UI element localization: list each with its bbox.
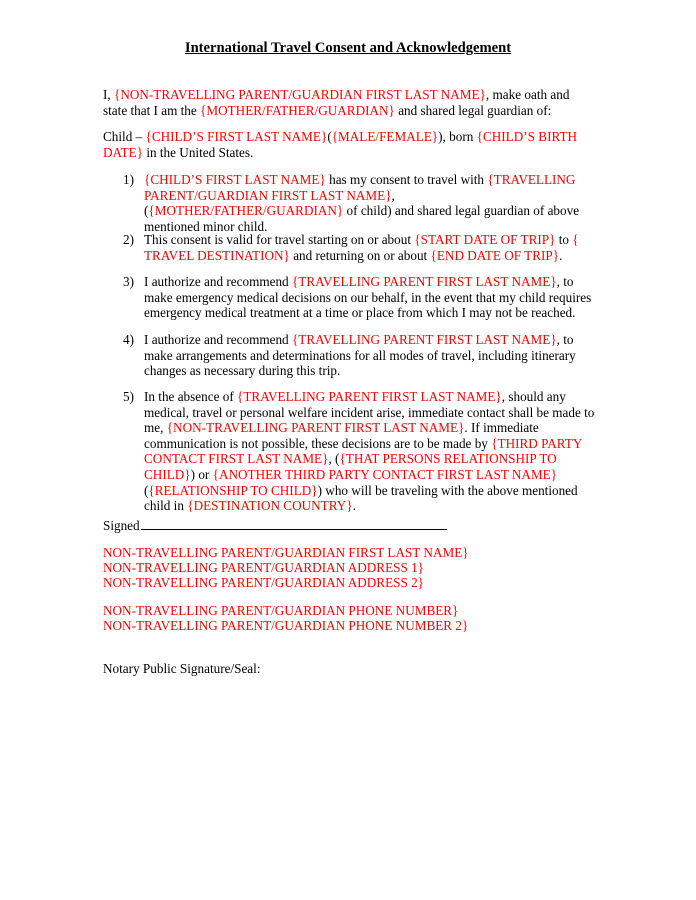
travelling-parent-placeholder: {TRAVELLING PARENT/GUARDIAN FIRST LAST NAME}	[144, 172, 576, 203]
item-text-part: (	[144, 482, 149, 498]
item-number: 4)	[123, 332, 134, 347]
item-number: 3)	[123, 274, 134, 289]
intro-text-3: and shared legal guardian of:	[394, 102, 552, 118]
item-text-part: ) who will be traveling with the above mentioned child in	[144, 482, 578, 514]
child-name-placeholder: {CHILD’S FIRST LAST NAME}	[144, 172, 326, 187]
item-text-part: .	[352, 498, 356, 514]
relationship-placeholder: {MOTHER/FATHER/GUARDIAN}	[200, 102, 395, 118]
start-date-placeholder: {START DATE OF TRIP}	[414, 232, 556, 247]
item-text-part: , to make arrangements and determinations for all modes of travel, including itinerary changes as necessary during this trip.	[144, 332, 576, 379]
signature-line[interactable]	[141, 518, 447, 530]
item-text-part: , (	[328, 451, 340, 467]
phone-block	[103, 603, 468, 633]
item-text	[144, 172, 596, 234]
signature-row	[103, 518, 447, 534]
child-gender-placeholder: {MALE/FEMALE}	[331, 129, 439, 144]
document-title: International Travel Consent and Acknowledgement	[184, 40, 512, 56]
child-text-2: (	[327, 129, 332, 144]
item-text-part: , (	[144, 187, 395, 219]
item-text-part: has my consent to travel with	[325, 172, 488, 187]
item-text-part: and returning on or about	[289, 247, 431, 263]
item-text-part: I authorize and recommend	[144, 332, 292, 347]
address-line: NON-TRAVELLING PARENT/GUARDIAN ADDRESS 1}	[103, 560, 425, 576]
item-text-part: In the absence of	[144, 389, 238, 404]
address-block	[103, 545, 469, 591]
item-text	[144, 274, 596, 321]
item-text-part: . If immediate communication is not possible, these decisions are to be made by	[144, 420, 539, 451]
item-text-part: This consent is valid for travel starting on or about	[144, 232, 415, 247]
child-paragraph	[103, 129, 591, 160]
child-text-1: Child –	[103, 129, 146, 144]
relationship-to-child-placeholder: {RELATIONSHIP TO CHILD}	[148, 482, 318, 498]
intro-text-2: , make oath and state that I am the	[103, 87, 570, 118]
travelling-parent-placeholder: {TRAVELLING PARENT FIRST LAST NAME}	[291, 274, 557, 289]
address-line: NON-TRAVELLING PARENT/GUARDIAN ADDRESS 2}	[103, 575, 425, 591]
intro-paragraph	[103, 87, 591, 118]
item-number: 1)	[123, 172, 134, 187]
address-line: NON-TRAVELLING PARENT/GUARDIAN FIRST LAST NAME}	[103, 545, 469, 560]
non-travelling-parent-placeholder: {NON-TRAVELLING PARENT/GUARDIAN FIRST LAST NAME}	[114, 87, 486, 102]
third-party-contact-placeholder: {THIRD PARTY CONTACT FIRST LAST NAME}	[144, 435, 582, 467]
another-third-party-contact-placeholder: {ANOTHER THIRD PARTY CONTACT FIRST LAST NAME}	[212, 466, 558, 482]
item-text	[144, 232, 596, 263]
item-text-part: .	[559, 247, 563, 263]
item-text-part: ) or	[190, 466, 213, 482]
child-name-placeholder: {CHILD’S FIRST LAST NAME}	[145, 129, 328, 144]
item-text	[144, 389, 596, 514]
signed-label: Signed	[103, 518, 140, 533]
third-party-relationship-placeholder: {THAT PERSONS RELATIONSHIP TO CHILD}	[144, 451, 557, 482]
item-text-part: , should any medical, travel or personal welfare incident arise, immediate contact shall be made to me,	[144, 389, 595, 436]
travelling-parent-placeholder: {TRAVELLING PARENT FIRST LAST NAME}	[291, 332, 557, 347]
item-text-part: to	[555, 232, 573, 247]
end-date-placeholder: {END DATE OF TRIP}	[430, 247, 560, 263]
destination-country-placeholder: {DESTINATION COUNTRY}	[187, 498, 353, 514]
child-text-3: ), born	[438, 129, 477, 144]
item-text	[144, 332, 596, 379]
item-number: 5)	[123, 389, 134, 404]
intro-text-1: I,	[103, 87, 114, 102]
travel-destination-placeholder: { TRAVEL DESTINATION}	[144, 232, 579, 263]
item-text-part: , to make emergency medical decisions on our behalf, in the event that my child requires emergency medical treatment at a time or place from which I may not be reached.	[144, 274, 592, 321]
child-birth-date-placeholder: {CHILD’S BIRTH DATE}	[103, 129, 578, 160]
phone-line: NON-TRAVELLING PARENT/GUARDIAN PHONE NUMBER}	[103, 603, 459, 618]
relationship-placeholder: {MOTHER/FATHER/GUARDIAN}	[148, 203, 344, 219]
notary-label: Notary Public Signature/Seal:	[103, 661, 261, 676]
child-text-4: in the United States.	[143, 144, 254, 160]
item-number: 2)	[123, 232, 134, 247]
item-text-part: of child) and shared legal guardian of above mentioned minor child.	[144, 203, 580, 234]
item-text-part: I authorize and recommend	[144, 274, 292, 289]
non-travelling-parent-placeholder: {NON-TRAVELLING PARENT FIRST LAST NAME}	[166, 420, 465, 436]
phone-line: NON-TRAVELLING PARENT/GUARDIAN PHONE NUMBER 2}	[103, 618, 469, 634]
travelling-parent-placeholder: {TRAVELLING PARENT FIRST LAST NAME}	[237, 389, 502, 404]
